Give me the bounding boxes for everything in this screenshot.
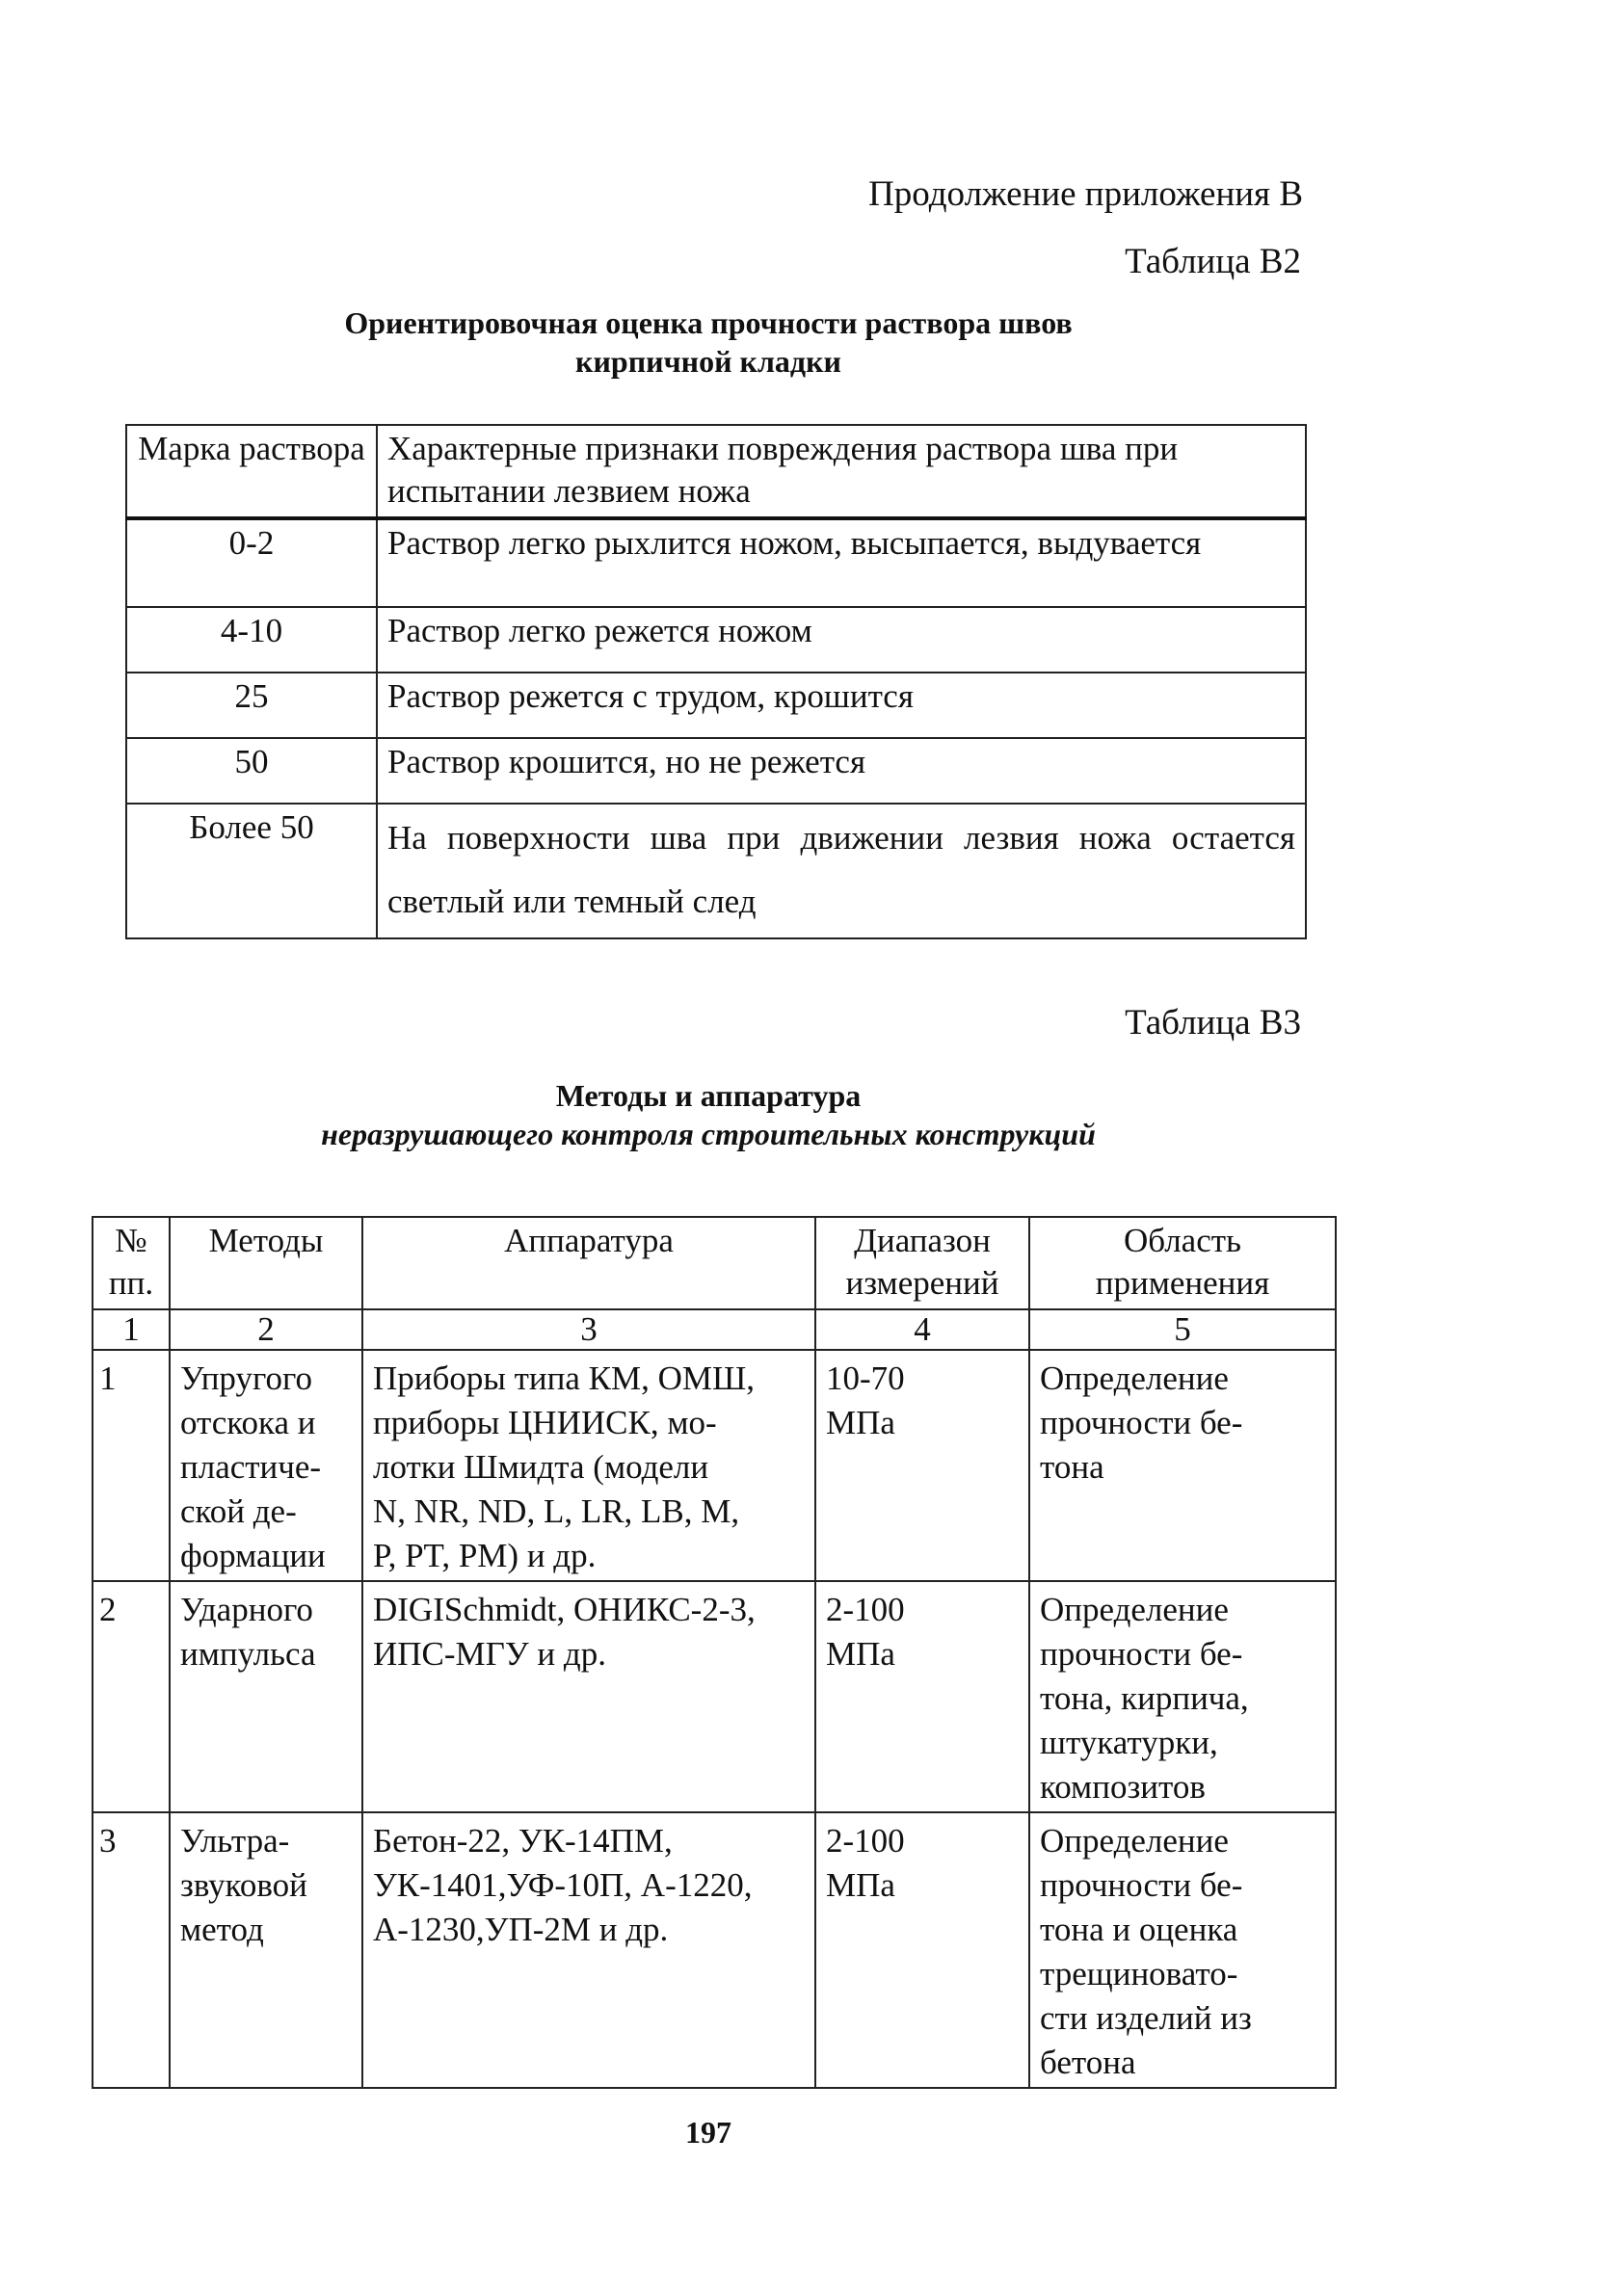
column-header-number: № пп.: [93, 1217, 170, 1309]
grade-cell: 25: [126, 673, 377, 738]
range-cell: [815, 1581, 1029, 1812]
equipment-line: P, PT, PM) и др.: [373, 1537, 597, 1574]
method-cell: [170, 1812, 362, 2088]
range-line: 2-100: [826, 1822, 905, 1860]
table-b2-title: [0, 303, 1417, 381]
description-cell: На поверхности шва при движении лезвия ножа остается светлый или темный след: [377, 804, 1306, 938]
application-line: Определение: [1040, 1591, 1229, 1628]
method-line: Упругого: [180, 1359, 312, 1397]
column-number: 2: [170, 1309, 362, 1350]
application-line: Определение: [1040, 1359, 1229, 1397]
application-line: тона: [1040, 1448, 1104, 1486]
equipment-line: DIGISchmidt, ОНИКС-2-3,: [373, 1591, 756, 1628]
application-line: прочности бе-: [1040, 1866, 1243, 1904]
equipment-line: ИПС-МГУ и др.: [373, 1635, 606, 1673]
application-line: трещиновато-: [1040, 1955, 1238, 1993]
range-cell: [815, 1812, 1029, 2088]
application-cell: [1029, 1581, 1336, 1812]
row-number-cell: 2: [93, 1581, 170, 1812]
table-row: [126, 738, 1306, 804]
range-line: 2-100: [826, 1591, 905, 1628]
application-line: композитов: [1040, 1768, 1206, 1806]
application-cell: [1029, 1812, 1336, 2088]
mortar-strength-table: [125, 424, 1307, 939]
row-number-cell: 1: [93, 1350, 170, 1581]
column-header-application: Область применения: [1029, 1217, 1336, 1309]
equipment-line: А-1230,УП-2М и др.: [373, 1911, 669, 1948]
description-cell: Раствор режется с трудом, крошится: [377, 673, 1306, 738]
table-row: [126, 804, 1306, 938]
table-b2-title-line1: Ориентировочная оценка прочности раствора швов: [344, 305, 1073, 340]
method-line: звуковой: [180, 1866, 307, 1904]
table-b3-label: Таблица В3: [1125, 1003, 1301, 1042]
column-header-methods: Методы: [170, 1217, 362, 1309]
equipment-line: УК-1401,УФ-10П, А-1220,: [373, 1866, 753, 1904]
table-row: [126, 518, 1306, 607]
description-cell: Раствор легко режется ножом: [377, 607, 1306, 673]
grade-cell: 50: [126, 738, 377, 804]
equipment-line: N, NR, ND, L, LR, LB, M,: [373, 1492, 740, 1530]
column-number: 1: [93, 1309, 170, 1350]
equipment-line: лотки Шмидта (модели: [373, 1448, 709, 1486]
table-b2-title-line2: кирпичной кладки: [575, 344, 841, 379]
column-header-equipment: Аппаратура: [362, 1217, 815, 1309]
row-number-cell: 3: [93, 1812, 170, 2088]
equipment-line: Приборы типа КМ, ОМШ,: [373, 1359, 756, 1397]
equipment-cell: [362, 1581, 815, 1812]
column-number-row: [93, 1309, 1336, 1350]
equipment-line: приборы ЦНИИСК, мо-: [373, 1404, 717, 1441]
appendix-continuation-note: Продолжение приложения В: [868, 174, 1303, 214]
table-b3-title-line2: неразрушающего контроля строительных конструкций: [321, 1117, 1096, 1151]
method-cell: [170, 1350, 362, 1581]
column-header-grade: Марка раствора: [126, 425, 377, 518]
grade-cell: Более 50: [126, 804, 377, 938]
table-b2-label: Таблица В2: [1125, 242, 1301, 281]
application-line: прочности бе-: [1040, 1635, 1243, 1673]
grade-cell: 0-2: [126, 518, 377, 607]
ndt-methods-table: [92, 1216, 1337, 2089]
description-cell: Раствор легко рыхлится ножом, высыпается, выдувается: [377, 518, 1306, 607]
method-line: ской де-: [180, 1492, 297, 1530]
application-line: штукатурки,: [1040, 1724, 1218, 1761]
table-row: [126, 607, 1306, 673]
table-row: [93, 1812, 1336, 2088]
column-header-signs: Характерные признаки повреждения раствора шва при испытании лезвием ножа: [377, 425, 1306, 518]
application-cell: [1029, 1350, 1336, 1581]
range-line: МПа: [826, 1635, 895, 1673]
range-line: МПа: [826, 1404, 895, 1441]
method-line: пластиче-: [180, 1448, 322, 1486]
application-line: тона и оценка: [1040, 1911, 1238, 1948]
table-row: [126, 673, 1306, 738]
range-line: МПа: [826, 1866, 895, 1904]
table-header-row: [126, 425, 1306, 518]
application-line: Определение: [1040, 1822, 1229, 1860]
method-line: импульса: [180, 1635, 316, 1673]
range-cell: [815, 1350, 1029, 1581]
column-header-range: Диапазон измерений: [815, 1217, 1029, 1309]
application-line: прочности бе-: [1040, 1404, 1243, 1441]
method-line: Ультра-: [180, 1822, 290, 1860]
table-row: [93, 1350, 1336, 1581]
page-number: 197: [685, 2115, 731, 2150]
table-row: [93, 1581, 1336, 1812]
application-line: бетона: [1040, 2044, 1136, 2081]
equipment-cell: [362, 1350, 815, 1581]
column-number: 4: [815, 1309, 1029, 1350]
equipment-line: Бетон-22, УК-14ПМ,: [373, 1822, 673, 1860]
table-header-row: [93, 1217, 1336, 1309]
table-b3-title-line1: Методы и аппаратура: [555, 1078, 862, 1113]
range-line: 10-70: [826, 1359, 905, 1397]
application-line: тона, кирпича,: [1040, 1679, 1249, 1717]
grade-cell: 4-10: [126, 607, 377, 673]
method-line: метод: [180, 1911, 264, 1948]
table-b3-title: [0, 1076, 1417, 1153]
column-number: 5: [1029, 1309, 1336, 1350]
method-line: отскока и: [180, 1404, 316, 1441]
method-cell: [170, 1581, 362, 1812]
method-line: формации: [180, 1537, 326, 1574]
column-number: 3: [362, 1309, 815, 1350]
method-line: Ударного: [180, 1591, 313, 1628]
description-cell: Раствор крошится, но не режется: [377, 738, 1306, 804]
equipment-cell: [362, 1812, 815, 2088]
application-line: сти изделий из: [1040, 1999, 1252, 2037]
